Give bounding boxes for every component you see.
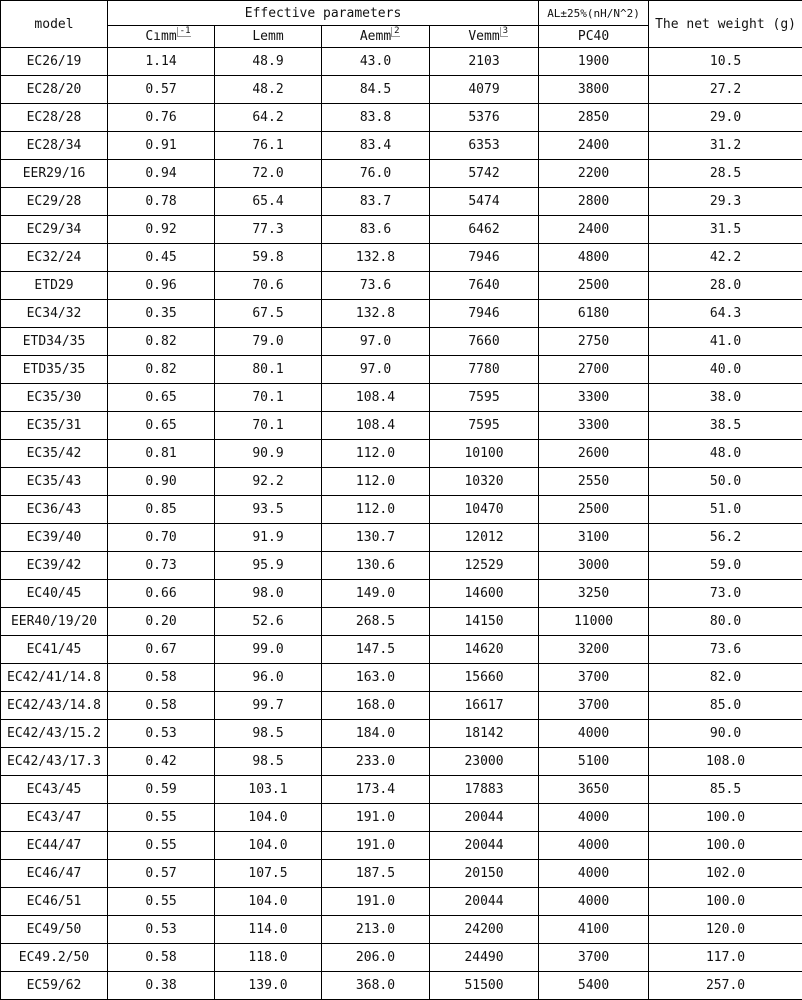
cell-le: 80.1 [215,356,322,384]
cell-le: 59.8 [215,244,322,272]
cell-net-weight: 51.0 [649,496,802,524]
cell-model: EER29/16 [1,160,108,188]
cell-al: 5100 [539,748,649,776]
cell-al: 4000 [539,720,649,748]
header-ae [322,26,430,48]
cell-ae: 187.5 [322,860,430,888]
cell-al: 3800 [539,76,649,104]
cell-ae: 83.7 [322,188,430,216]
cell-net-weight: 64.3 [649,300,802,328]
cell-ve: 51500 [430,972,539,1000]
table-row [1,552,802,580]
cell-ae: 184.0 [322,720,430,748]
cell-le: 70.1 [215,384,322,412]
cell-le: 114.0 [215,916,322,944]
table-row [1,468,802,496]
cell-le: 48.9 [215,48,322,76]
cell-c1: 1.14 [108,48,215,76]
cell-model: ETD34/35 [1,328,108,356]
table-row [1,356,802,384]
cell-ve: 24490 [430,944,539,972]
cell-net-weight: 41.0 [649,328,802,356]
cell-c1: 0.91 [108,132,215,160]
cell-net-weight: 48.0 [649,440,802,468]
cell-ae: 132.8 [322,300,430,328]
header-le-label: Lemm [252,29,283,44]
cell-al: 2500 [539,272,649,300]
cell-net-weight: 85.5 [649,776,802,804]
cell-ae: 76.0 [322,160,430,188]
cell-net-weight: 59.0 [649,552,802,580]
cell-le: 70.6 [215,272,322,300]
cell-ve: 10320 [430,468,539,496]
cell-c1: 0.82 [108,356,215,384]
cell-c1: 0.55 [108,888,215,916]
cell-ae: 191.0 [322,832,430,860]
cell-net-weight: 28.0 [649,272,802,300]
cell-model: EC46/51 [1,888,108,916]
table-row [1,804,802,832]
table-row [1,972,802,1000]
cell-le: 48.2 [215,76,322,104]
cell-c1: 0.94 [108,160,215,188]
cell-ve: 7780 [430,356,539,384]
cell-al: 2700 [539,356,649,384]
cell-model: EC40/45 [1,580,108,608]
table-row [1,664,802,692]
cell-ve: 24200 [430,916,539,944]
cell-net-weight: 38.5 [649,412,802,440]
cell-c1: 0.67 [108,636,215,664]
cell-c1: 0.55 [108,804,215,832]
cell-ae: 112.0 [322,440,430,468]
cell-net-weight: 40.0 [649,356,802,384]
table-row [1,608,802,636]
header-ve [430,26,539,48]
cell-ae: 108.4 [322,412,430,440]
cell-al: 3250 [539,580,649,608]
cell-le: 103.1 [215,776,322,804]
table-row [1,76,802,104]
cell-c1: 0.90 [108,468,215,496]
table-row [1,580,802,608]
table-row [1,48,802,76]
cell-net-weight: 31.2 [649,132,802,160]
cell-c1: 0.66 [108,580,215,608]
table-row [1,328,802,356]
cell-ae: 130.7 [322,524,430,552]
cell-ae: 191.0 [322,804,430,832]
cell-le: 98.5 [215,748,322,776]
cell-le: 52.6 [215,608,322,636]
cell-ae: 83.6 [322,216,430,244]
cell-ae: 73.6 [322,272,430,300]
cell-al: 2600 [539,440,649,468]
cell-ve: 20044 [430,832,539,860]
cell-model: EC59/62 [1,972,108,1000]
cell-c1: 0.38 [108,972,215,1000]
table-row [1,384,802,412]
cell-al: 2750 [539,328,649,356]
header-net-weight: The net weight (g) [649,1,802,48]
cell-ae: 233.0 [322,748,430,776]
cell-c1: 0.65 [108,384,215,412]
cell-ve: 20044 [430,804,539,832]
cell-model: EC35/42 [1,440,108,468]
cell-net-weight: 56.2 [649,524,802,552]
cell-model: ETD35/35 [1,356,108,384]
cell-model: EC43/47 [1,804,108,832]
cell-net-weight: 29.0 [649,104,802,132]
cell-model: EC35/43 [1,468,108,496]
cell-ae: 368.0 [322,972,430,1000]
cell-net-weight: 80.0 [649,608,802,636]
header-ae-exponent: 2 [391,27,399,37]
cell-ve: 10470 [430,496,539,524]
cell-c1: 0.53 [108,720,215,748]
table-row [1,104,802,132]
cell-model: EC39/42 [1,552,108,580]
cell-le: 70.1 [215,412,322,440]
cell-le: 104.0 [215,888,322,916]
cell-al: 4100 [539,916,649,944]
table-row [1,160,802,188]
table-row [1,524,802,552]
cell-al: 4000 [539,888,649,916]
cell-ae: 97.0 [322,328,430,356]
table-row [1,244,802,272]
cell-model: EC26/19 [1,48,108,76]
cell-le: 99.7 [215,692,322,720]
cell-c1: 0.42 [108,748,215,776]
table-row [1,692,802,720]
cell-ve: 7640 [430,272,539,300]
cell-c1: 0.55 [108,832,215,860]
cell-net-weight: 82.0 [649,664,802,692]
cell-al: 4000 [539,832,649,860]
cell-le: 104.0 [215,832,322,860]
cell-ve: 18142 [430,720,539,748]
cell-ve: 14150 [430,608,539,636]
cell-model: EC34/32 [1,300,108,328]
cell-net-weight: 28.5 [649,160,802,188]
header-ae-label: Aemm [360,29,391,44]
table-row [1,860,802,888]
cell-al: 4000 [539,860,649,888]
header-al: AL±25%(nH/N^2) [539,1,649,26]
cell-net-weight: 100.0 [649,888,802,916]
cell-le: 67.5 [215,300,322,328]
cell-c1: 0.35 [108,300,215,328]
header-c1 [108,26,215,48]
cell-net-weight: 10.5 [649,48,802,76]
cell-le: 77.3 [215,216,322,244]
cell-al: 2850 [539,104,649,132]
cell-al: 4000 [539,804,649,832]
cell-model: EC44/47 [1,832,108,860]
cell-ve: 16617 [430,692,539,720]
header-model: model [1,1,108,48]
table-row [1,636,802,664]
cell-le: 96.0 [215,664,322,692]
cell-ae: 147.5 [322,636,430,664]
cell-net-weight: 73.0 [649,580,802,608]
cell-al: 3000 [539,552,649,580]
cell-ae: 168.0 [322,692,430,720]
cell-al: 2550 [539,468,649,496]
cell-ve: 12012 [430,524,539,552]
cell-al: 5400 [539,972,649,1000]
cell-le: 118.0 [215,944,322,972]
table-row [1,916,802,944]
cell-c1: 0.20 [108,608,215,636]
cell-model: EC41/45 [1,636,108,664]
cell-c1: 0.85 [108,496,215,524]
cell-ve: 7595 [430,412,539,440]
cell-net-weight: 108.0 [649,748,802,776]
cell-c1: 0.58 [108,692,215,720]
cell-le: 65.4 [215,188,322,216]
cell-al: 3300 [539,412,649,440]
cell-le: 99.0 [215,636,322,664]
cell-ve: 7946 [430,244,539,272]
cell-model: EC28/34 [1,132,108,160]
cell-model: EC39/40 [1,524,108,552]
cell-ae: 108.4 [322,384,430,412]
cell-le: 93.5 [215,496,322,524]
cell-le: 98.0 [215,580,322,608]
cell-model: EC29/34 [1,216,108,244]
header-ve-label: Vemm [468,29,499,44]
table-row [1,132,802,160]
table-row [1,720,802,748]
cell-al: 2400 [539,216,649,244]
cell-c1: 0.78 [108,188,215,216]
cell-model: ETD29 [1,272,108,300]
cell-ae: 149.0 [322,580,430,608]
cell-ae: 43.0 [322,48,430,76]
header-effective-parameters: Effective parameters [108,1,539,26]
cell-c1: 0.70 [108,524,215,552]
cell-ve: 14600 [430,580,539,608]
cell-model: EC42/43/14.8 [1,692,108,720]
table-row [1,272,802,300]
cell-al: 2500 [539,496,649,524]
cell-model: EC32/24 [1,244,108,272]
cell-c1: 0.73 [108,552,215,580]
cell-ae: 213.0 [322,916,430,944]
cell-c1: 0.65 [108,412,215,440]
table-row [1,300,802,328]
cell-al: 2200 [539,160,649,188]
cell-ve: 5376 [430,104,539,132]
cell-net-weight: 120.0 [649,916,802,944]
cell-ve: 15660 [430,664,539,692]
header-material: PC40 [539,26,649,48]
cell-ae: 206.0 [322,944,430,972]
cell-c1: 0.92 [108,216,215,244]
table-row [1,496,802,524]
cell-c1: 0.58 [108,944,215,972]
cell-al: 3700 [539,664,649,692]
cell-le: 76.1 [215,132,322,160]
cell-le: 64.2 [215,104,322,132]
header-c1-label: Cımm [145,29,176,44]
cell-model: EC42/41/14.8 [1,664,108,692]
table-body [1,48,802,1000]
cell-ve: 4079 [430,76,539,104]
table-row [1,944,802,972]
cell-al: 1900 [539,48,649,76]
cell-net-weight: 50.0 [649,468,802,496]
cell-net-weight: 31.5 [649,216,802,244]
cell-net-weight: 117.0 [649,944,802,972]
cell-net-weight: 73.6 [649,636,802,664]
cell-c1: 0.81 [108,440,215,468]
header-ve-exponent: 3 [500,27,508,37]
cell-al: 2400 [539,132,649,160]
cell-net-weight: 100.0 [649,804,802,832]
table-row [1,412,802,440]
cell-ae: 112.0 [322,468,430,496]
cell-al: 3300 [539,384,649,412]
cell-model: EC35/30 [1,384,108,412]
cell-ae: 173.4 [322,776,430,804]
cell-net-weight: 90.0 [649,720,802,748]
table-row [1,776,802,804]
cell-model: EC28/20 [1,76,108,104]
cell-model: EC36/43 [1,496,108,524]
cell-net-weight: 27.2 [649,76,802,104]
cell-ae: 132.8 [322,244,430,272]
cell-le: 107.5 [215,860,322,888]
cell-ae: 163.0 [322,664,430,692]
cell-le: 91.9 [215,524,322,552]
cell-net-weight: 42.2 [649,244,802,272]
cell-model: EC42/43/17.3 [1,748,108,776]
cell-ve: 23000 [430,748,539,776]
cell-ae: 268.5 [322,608,430,636]
cell-c1: 0.57 [108,860,215,888]
cell-model: EC35/31 [1,412,108,440]
cell-net-weight: 257.0 [649,972,802,1000]
cell-al: 3650 [539,776,649,804]
cell-c1: 0.82 [108,328,215,356]
cell-c1: 0.96 [108,272,215,300]
cell-ae: 83.4 [322,132,430,160]
cell-model: EC49/50 [1,916,108,944]
cell-c1: 0.57 [108,76,215,104]
cell-model: EER40/19/20 [1,608,108,636]
cell-ve: 5474 [430,188,539,216]
cell-c1: 0.76 [108,104,215,132]
cell-le: 104.0 [215,804,322,832]
cell-ve: 6353 [430,132,539,160]
cell-ve: 6462 [430,216,539,244]
cell-ae: 84.5 [322,76,430,104]
cell-net-weight: 29.3 [649,188,802,216]
header-le [215,26,322,48]
cell-ve: 17883 [430,776,539,804]
cell-le: 98.5 [215,720,322,748]
cell-ae: 97.0 [322,356,430,384]
cell-c1: 0.53 [108,916,215,944]
cell-c1: 0.45 [108,244,215,272]
table-row [1,748,802,776]
cell-ae: 191.0 [322,888,430,916]
cell-ve: 10100 [430,440,539,468]
table-row [1,188,802,216]
cell-ve: 12529 [430,552,539,580]
cell-al: 2800 [539,188,649,216]
cell-ve: 2103 [430,48,539,76]
cell-al: 3200 [539,636,649,664]
cell-le: 72.0 [215,160,322,188]
cell-al: 6180 [539,300,649,328]
table-row [1,888,802,916]
cell-le: 90.9 [215,440,322,468]
table-row [1,832,802,860]
cell-ve: 14620 [430,636,539,664]
cell-le: 95.9 [215,552,322,580]
cell-le: 92.2 [215,468,322,496]
cell-al: 11000 [539,608,649,636]
cell-model: EC43/45 [1,776,108,804]
cell-ve: 7946 [430,300,539,328]
cell-net-weight: 102.0 [649,860,802,888]
cell-ve: 20044 [430,888,539,916]
cell-al: 4800 [539,244,649,272]
cell-le: 139.0 [215,972,322,1000]
cell-ve: 7595 [430,384,539,412]
cell-model: EC46/47 [1,860,108,888]
cell-al: 3700 [539,692,649,720]
cell-ve: 5742 [430,160,539,188]
table-row [1,216,802,244]
cell-ve: 7660 [430,328,539,356]
cell-c1: 0.59 [108,776,215,804]
cell-model: EC49.2/50 [1,944,108,972]
cell-ae: 112.0 [322,496,430,524]
header-c1-exponent: -1 [177,27,191,37]
cell-ve: 20150 [430,860,539,888]
table-row [1,440,802,468]
cell-ae: 83.8 [322,104,430,132]
cell-ae: 130.6 [322,552,430,580]
cell-model: EC28/28 [1,104,108,132]
cell-al: 3100 [539,524,649,552]
cell-c1: 0.58 [108,664,215,692]
cell-le: 79.0 [215,328,322,356]
cell-net-weight: 100.0 [649,832,802,860]
cell-model: EC29/28 [1,188,108,216]
cell-al: 3700 [539,944,649,972]
cell-net-weight: 85.0 [649,692,802,720]
cell-model: EC42/43/15.2 [1,720,108,748]
cell-net-weight: 38.0 [649,384,802,412]
